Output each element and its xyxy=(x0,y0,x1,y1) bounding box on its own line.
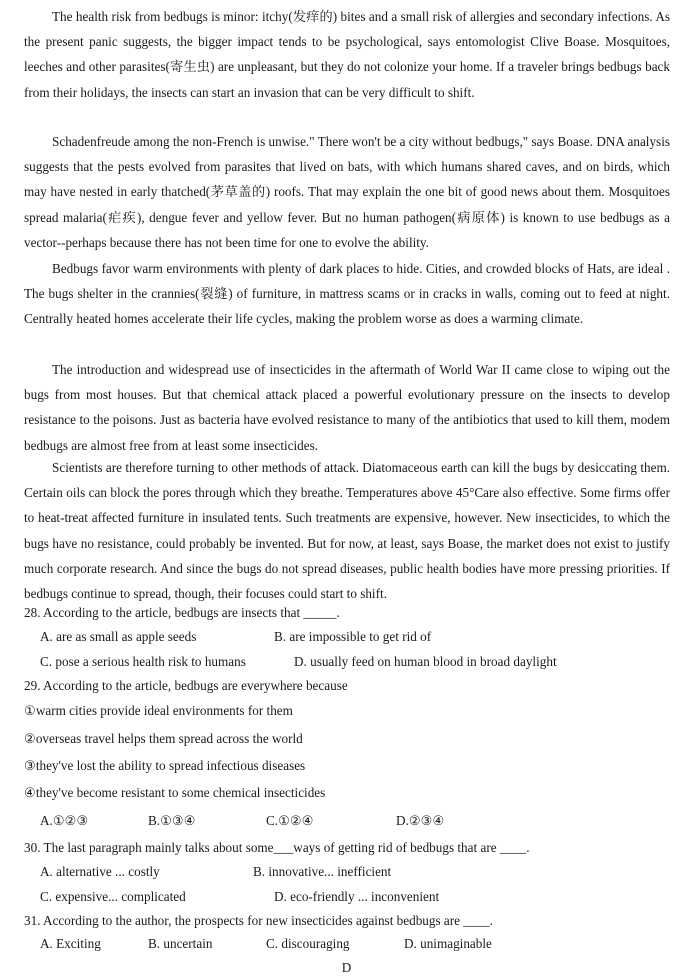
paragraph-2: Schadenfreude among the non-French is unwise." There won't be a city without bedbugs," says Boase. DNA analysis suggests that the pests evolved from parasites that lived on bats, with which humans shared caves, and on birds, which may have nested in early thatched(茅草盖的) roofs. That may explain the one bit of good news about them. Mosquitoes spread malaria(疟疾), dengue fever and yellow fever. But no human pathogen(病原体) is known to use bedbugs as a vector--perhaps because there has not been time for one to evolve the ability. xyxy=(24,134,670,250)
question-30-stem: 30. The last paragraph mainly talks about some___ways of getting rid of bedbugs that are ____. xyxy=(24,840,530,855)
question-31-option-a: A. Exciting xyxy=(40,936,101,951)
question-29-statement-4: ④they've become resistant to some chemical insecticides xyxy=(24,785,326,800)
paragraph-5: Scientists are therefore turning to other methods of attack. Diatomaceous earth can kill the bugs by desiccating them. Certain oils can block the pores through which they breathe. Temperatures above 45°Care also effective. Some firms offer to heat-treat affected furniture in insulated tents. Such treatments are expensive, however. New insecticides, to which the bugs have no resistance, could probably be invented. But for now, at least, says Boase, the market does not exist to justify much corporate research. And since the bugs do not spread diseases, public health bodies have more pressing priorities. If bedbugs continue to spread, though, their focuses could start to shift. xyxy=(24,460,670,602)
question-28-option-b: B. are impossible to get rid of xyxy=(274,629,432,644)
question-31-stem: 31. According to the author, the prospects for new insecticides against bedbugs are ____. xyxy=(24,913,493,928)
question-30-option-a: A. alternative ... costly xyxy=(40,864,160,879)
question-31-option-b: B. uncertain xyxy=(148,936,213,951)
question-30-option-d: D. eco-friendly ... inconvenient xyxy=(274,889,440,904)
question-28-option-a: A. are as small as apple seeds xyxy=(40,629,197,644)
question-28-stem: 28. According to the article, bedbugs are insects that _____. xyxy=(24,605,340,620)
question-30-option-b: B. innovative... inefficient xyxy=(253,864,392,879)
question-29-option-b: B.①③④ xyxy=(148,813,196,828)
question-29-option-d: D.②③④ xyxy=(396,813,445,828)
paragraph-1: The health risk from bedbugs is minor: itchy(发痒的) bites and a small risk of allergies and secondary infections. As the present panic suggests, the bigger impact tends to be psychological, says entomologist Clive Boase. Mosquitoes, leeches and other parasites(寄生虫) are unpleasant, but they do not colonize your home. If a traveler brings bedbugs back from their holidays, the insects can start an invasion that can be very difficult to shift. xyxy=(24,9,670,100)
question-29-stem: 29. According to the article, bedbugs are everywhere because xyxy=(24,678,348,693)
question-31-option-c: C. discouraging xyxy=(266,936,350,951)
question-29-option-c: C.①②④ xyxy=(266,813,314,828)
paragraph-3: Bedbugs favor warm environments with plenty of dark places to hide. Cities, and crowded blocks of Hats, are ideal . The bugs shelter in the crannies(裂缝) of furniture, in mattress scams or in cracks in walls, coming out to feed at night. Centrally heated homes accelerate their life cycles, making the problem worse as does a warming climate. xyxy=(24,261,670,327)
question-28-option-c: C. pose a serious health risk to humans xyxy=(40,654,246,669)
answer-key: D xyxy=(341,960,352,975)
question-29-statement-2: ②overseas travel helps them spread across the world xyxy=(24,731,303,746)
question-29-statement-3: ③they've lost the ability to spread infectious diseases xyxy=(24,758,306,773)
question-30-option-c: C. expensive... complicated xyxy=(40,889,186,904)
question-28-option-d: D. usually feed on human blood in broad daylight xyxy=(294,654,557,669)
paragraph-4: The introduction and widespread use of insecticides in the aftermath of World War II came close to wiping out the bugs from most houses. But that chemical attack placed a powerful evolutionary pressure on the insects to develop resistance to the poisons. Just as bacteria have evolved resistance to many of the antibiotics that used to kill them, modem bedbugs are almost free from at least some insecticides. xyxy=(24,362,670,453)
question-29-option-a: A.①②③ xyxy=(40,813,89,828)
question-29-statement-1: ①warm cities provide ideal environments for them xyxy=(24,703,293,718)
question-31-option-d: D. unimaginable xyxy=(404,936,492,951)
